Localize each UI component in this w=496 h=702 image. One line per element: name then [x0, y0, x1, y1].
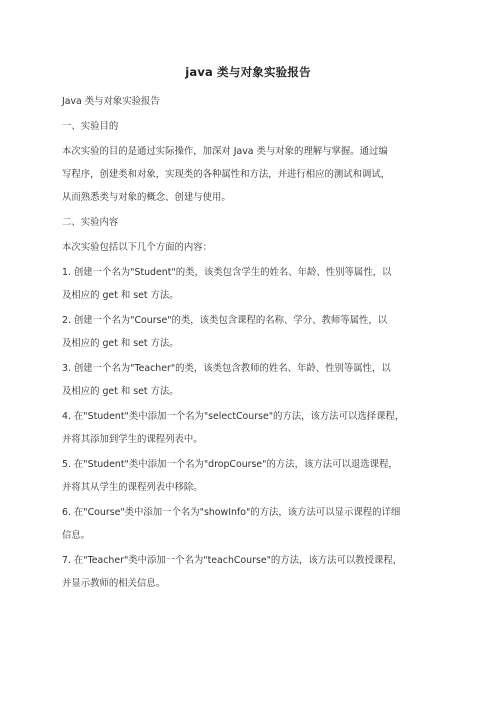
list-item-line: 5. 在"Student"类中添加一个名为"dropCourse"的方法，该方法可以退选课程，: [62, 459, 398, 470]
list-item-line: 及相应的 get 和 set 方法。: [62, 386, 179, 397]
section-heading: 一、实验目的: [62, 121, 119, 132]
list-item-line: 4. 在"Student"类中添加一个名为"selectCourse"的方法，该方法可以选择课程，: [62, 411, 405, 422]
list-item-line: 7. 在"Teacher"类中添加一个名为"teachCourse"的方法，该方法可以教授课程，: [62, 555, 403, 566]
list-item-line: 并将其添加到学生的课程列表中。: [62, 434, 203, 445]
paragraph-line: 写程序，创建类和对象，实现类的各种属性和方法，并进行相应的测试和调试，: [62, 169, 391, 180]
list-item-line: 并将其从学生的课程列表中移除。: [62, 482, 203, 493]
paragraph-line: 本次实验包括以下几个方面的内容：: [62, 242, 213, 253]
document-title: java 类与对象实验报告: [185, 65, 311, 79]
list-item-line: 并显示教师的相关信息。: [62, 578, 166, 589]
section-heading: 二、实验内容: [62, 217, 119, 228]
paragraph-line: 本次实验的目的是通过实际操作，加深对 Java 类与对象的理解与掌握。通过编: [62, 146, 388, 157]
list-item-line: 及相应的 get 和 set 方法。: [62, 338, 179, 349]
paragraph-line: 从而熟悉类与对象的概念、创建与使用。: [62, 192, 231, 203]
list-item-line: 6. 在"Course"类中添加一个名为"showInfo"的方法，该方法可以显示课程的详细: [62, 507, 401, 518]
list-item-line: 信息。: [62, 530, 91, 541]
list-item-line: 及相应的 get 和 set 方法。: [62, 290, 179, 301]
list-item-line: 1. 创建一个名为"Student"的类，该类包含学生的姓名、年龄、性别等属性，以: [62, 267, 392, 278]
list-item-line: 3. 创建一个名为"Teacher"的类，该类包含教师的姓名、年龄、性别等属性，以: [62, 363, 391, 374]
subtitle-line: Java 类与对象实验报告: [62, 96, 160, 107]
list-item-line: 2. 创建一个名为"Course"的类，该类包含课程的名称、学分、教师等属性，以: [62, 315, 388, 326]
